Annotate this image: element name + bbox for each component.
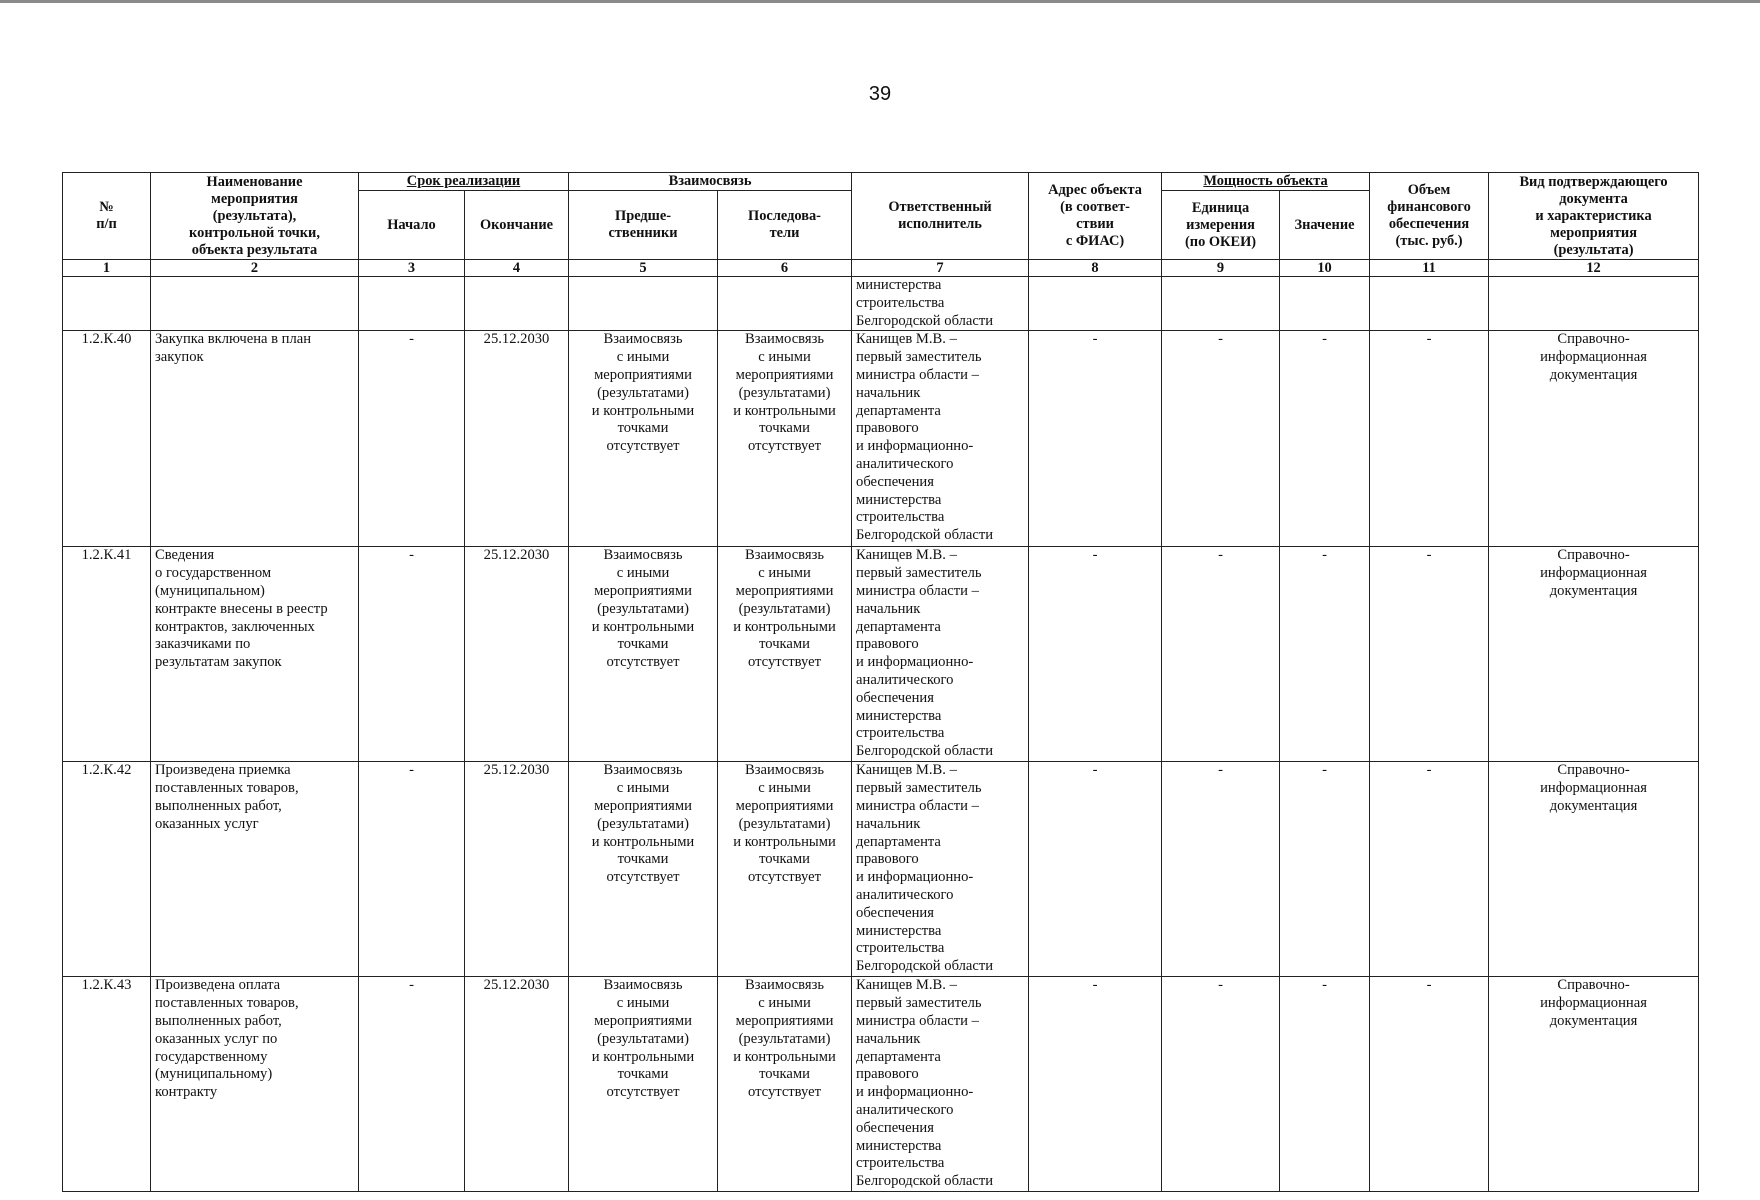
header-executor: Ответственный исполнитель [852, 173, 1029, 260]
cell-doc: Справочно- информационная документация [1489, 977, 1699, 1192]
cell-start: - [359, 547, 465, 762]
column-number: 2 [151, 260, 359, 277]
cell-unit: - [1162, 762, 1280, 977]
cell-predecessors: Взаимосвязь с иными мероприятиями (результатами) и контрольными точками отсутствует [569, 331, 718, 547]
header-end: Окончание [465, 191, 569, 260]
header-start: Начало [359, 191, 465, 260]
cell-predecessors [569, 277, 718, 331]
header-predecessors: Предше- ственники [569, 191, 718, 260]
cell-predecessors: Взаимосвязь с иными мероприятиями (результатами) и контрольными точками отсутствует [569, 547, 718, 762]
column-number: 8 [1029, 260, 1162, 277]
events-table [62, 172, 1699, 1192]
header-unit: Единица измерения (по ОКЕИ) [1162, 191, 1280, 260]
cell-start: - [359, 331, 465, 547]
table-row [63, 547, 1699, 762]
cell-name [151, 277, 359, 331]
cell-predecessors: Взаимосвязь с иными мероприятиями (результатами) и контрольными точками отсутствует [569, 977, 718, 1192]
cell-unit: - [1162, 547, 1280, 762]
top-border-line [0, 0, 1760, 3]
cell-value [1280, 277, 1370, 331]
header-link: Взаимосвязь [569, 173, 852, 191]
header-term: Срок реализации [359, 173, 569, 191]
cell-end: 25.12.2030 [465, 547, 569, 762]
header-doc: Вид подтверждающего документа и характеристика мероприятия (результата) [1489, 173, 1699, 260]
cell-name: Произведена оплата поставленных товаров, выполненных работ, оказанных услуг по государственному (муниципальному) контракту [151, 977, 359, 1192]
cell-value: - [1280, 547, 1370, 762]
cell-executor: Канищев М.В. – первый заместитель министра области – начальник департамента правового и информационно- аналитического обеспечения министерства строительства Белгородской области [852, 762, 1029, 977]
cell-doc [1489, 277, 1699, 331]
page-number: 39 [868, 83, 892, 105]
cell-successors: Взаимосвязь с иными мероприятиями (результатами) и контрольными точками отсутствует [718, 977, 852, 1192]
table-row [63, 977, 1699, 1192]
column-number: 7 [852, 260, 1029, 277]
cell-finance: - [1370, 547, 1489, 762]
cell-start [359, 277, 465, 331]
cell-value: - [1280, 977, 1370, 1192]
header-address: Адрес объекта (в соответ- ствии с ФИАС) [1029, 173, 1162, 260]
cell-successors: Взаимосвязь с иными мероприятиями (результатами) и контрольными точками отсутствует [718, 762, 852, 977]
header-capacity: Мощность объекта [1162, 173, 1370, 191]
cell-address: - [1029, 977, 1162, 1192]
column-number: 5 [569, 260, 718, 277]
column-number: 12 [1489, 260, 1699, 277]
table-row [63, 762, 1699, 977]
cell-successors: Взаимосвязь с иными мероприятиями (результатами) и контрольными точками отсутствует [718, 547, 852, 762]
column-numbers-row [63, 260, 1699, 277]
cell-code: 1.2.К.41 [63, 547, 151, 762]
cell-doc: Справочно- информационная документация [1489, 762, 1699, 977]
cell-predecessors: Взаимосвязь с иными мероприятиями (результатами) и контрольными точками отсутствует [569, 762, 718, 977]
cell-address: - [1029, 331, 1162, 547]
cell-code: 1.2.К.43 [63, 977, 151, 1192]
header-row-1 [63, 173, 1699, 191]
cell-end: 25.12.2030 [465, 977, 569, 1192]
column-number: 4 [465, 260, 569, 277]
cell-name: Закупка включена в план закупок [151, 331, 359, 547]
column-number: 9 [1162, 260, 1280, 277]
cell-end [465, 277, 569, 331]
cell-address: - [1029, 547, 1162, 762]
cell-code: 1.2.К.40 [63, 331, 151, 547]
cell-executor: Канищев М.В. – первый заместитель министра области – начальник департамента правового и информационно- аналитического обеспечения министерства строительства Белгородской области [852, 331, 1029, 547]
cell-unit [1162, 277, 1280, 331]
cell-finance: - [1370, 331, 1489, 547]
cell-finance: - [1370, 977, 1489, 1192]
cell-unit: - [1162, 977, 1280, 1192]
cell-doc: Справочно- информационная документация [1489, 547, 1699, 762]
cell-code: 1.2.К.42 [63, 762, 151, 977]
cell-value: - [1280, 762, 1370, 977]
cell-start: - [359, 762, 465, 977]
cell-name: Сведения о государственном (муниципальном) контракте внесены в реестр контрактов, заключенных заказчиками по результатам закупок [151, 547, 359, 762]
column-number: 1 [63, 260, 151, 277]
cell-executor: Канищев М.В. – первый заместитель министра области – начальник департамента правового и информационно- аналитического обеспечения министерства строительства Белгородской области [852, 547, 1029, 762]
column-number: 3 [359, 260, 465, 277]
cell-successors [718, 277, 852, 331]
cell-address [1029, 277, 1162, 331]
header-successors: Последова- тели [718, 191, 852, 260]
cell-doc: Справочно- информационная документация [1489, 331, 1699, 547]
cell-end: 25.12.2030 [465, 331, 569, 547]
cell-finance: - [1370, 762, 1489, 977]
cell-end: 25.12.2030 [465, 762, 569, 977]
cell-address: - [1029, 762, 1162, 977]
column-number: 11 [1370, 260, 1489, 277]
cell-start: - [359, 977, 465, 1192]
cell-code [63, 277, 151, 331]
header-num: № п/п [63, 173, 151, 260]
cell-name: Произведена приемка поставленных товаров, выполненных работ, оказанных услуг [151, 762, 359, 977]
cell-successors: Взаимосвязь с иными мероприятиями (результатами) и контрольными точками отсутствует [718, 331, 852, 547]
cell-unit: - [1162, 331, 1280, 547]
cell-executor: Канищев М.В. – первый заместитель министра области – начальник департамента правового и информационно- аналитического обеспечения министерства строительства Белгородской области [852, 977, 1029, 1192]
continuation-row [63, 277, 1699, 331]
header-name: Наименование мероприятия (результата), контрольной точки, объекта результата [151, 173, 359, 260]
header-finance: Объем финансового обеспечения (тыс. руб.) [1370, 173, 1489, 260]
table-row [63, 331, 1699, 547]
column-number: 6 [718, 260, 852, 277]
header-value: Значение [1280, 191, 1370, 260]
cell-finance [1370, 277, 1489, 331]
cell-value: - [1280, 331, 1370, 547]
cell-executor: министерства строительства Белгородской области [852, 277, 1029, 331]
column-number: 10 [1280, 260, 1370, 277]
